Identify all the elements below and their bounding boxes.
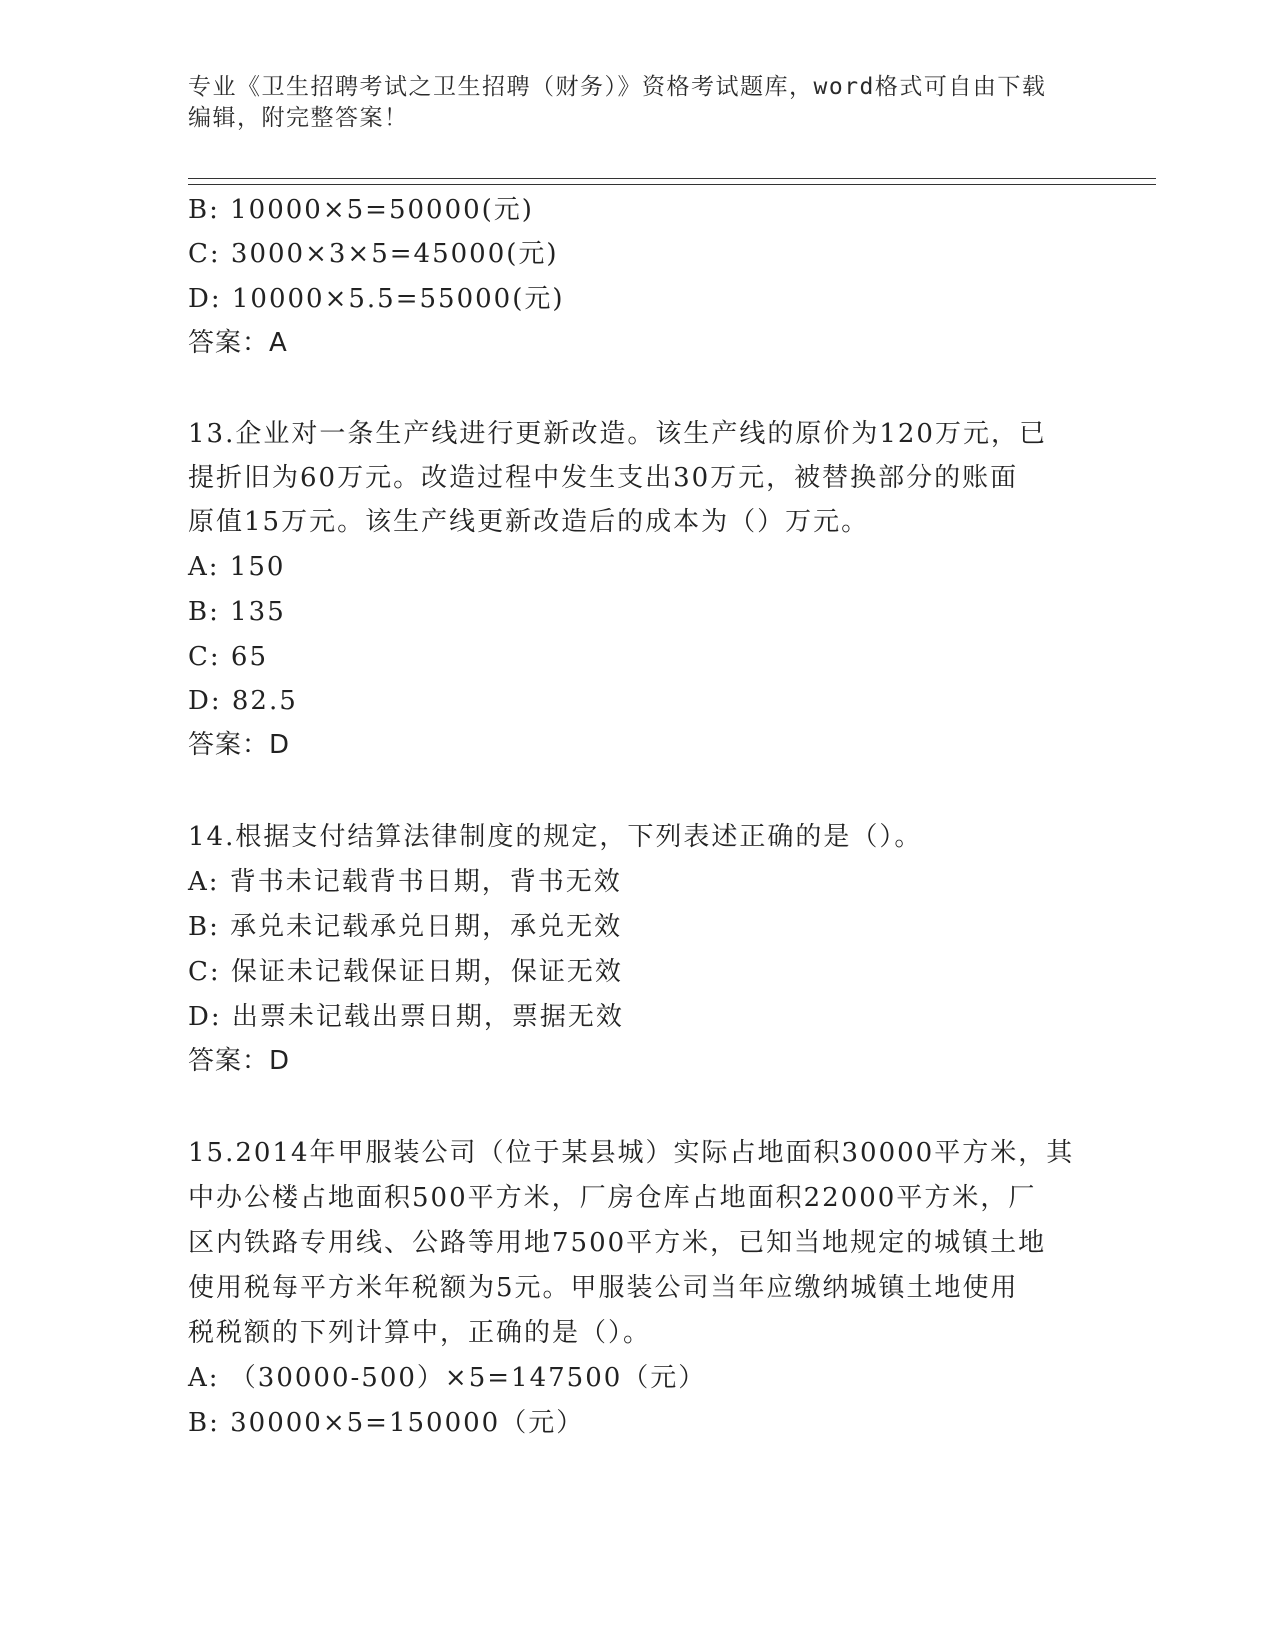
q14-option-b: B: 承兑未记载承兑日期，承兑无效 — [188, 912, 623, 942]
header-line-2: 编辑，附完整答案！ — [188, 105, 409, 131]
header-divider-top — [188, 178, 1156, 179]
q13-option-a: A: 150 — [188, 552, 286, 582]
q13-option-c: C: 65 — [188, 642, 269, 672]
q12-answer: 答案：A — [188, 328, 288, 358]
q15-stem-line-1: 15.2014年甲服装公司（位于某县城）实际占地面积30000平方米，其 — [188, 1138, 1075, 1168]
q12-option-b: B: 10000×5=50000(元) — [188, 195, 534, 225]
q13-option-b: B: 135 — [188, 597, 286, 627]
q12-option-c: C: 3000×3×5=45000(元) — [188, 239, 559, 269]
q14-answer: 答案：D — [188, 1046, 291, 1076]
q15-option-b: B: 30000×5=150000（元） — [188, 1408, 585, 1438]
q12-option-d: D: 10000×5.5=55000(元) — [188, 284, 565, 314]
q15-stem-line-5: 税税额的下列计算中，正确的是（）。 — [188, 1318, 652, 1348]
page-header — [188, 72, 1068, 134]
q15-option-a: A: （30000-500）×5=147500（元） — [188, 1363, 707, 1393]
q14-option-a: A: 背书未记载背书日期，背书无效 — [188, 867, 622, 897]
q15-stem-line-3: 区内铁路专用线、公路等用地7500平方米，已知当地规定的城镇土地 — [188, 1228, 1047, 1258]
header-divider-bottom — [188, 184, 1156, 185]
q13-stem-line-3: 原值15万元。该生产线更新改造后的成本为（）万元。 — [188, 507, 870, 537]
header-line-1: 专业《卫生招聘考试之卫生招聘（财务）》资格考试题库，word格式可自由下载 — [188, 74, 1047, 100]
q13-option-d: D: 82.5 — [188, 686, 298, 716]
q13-answer: 答案：D — [188, 730, 291, 760]
q15-stem-line-4: 使用税每平方米年税额为5元。甲服装公司当年应缴纳城镇土地使用 — [188, 1273, 1019, 1303]
q13-stem-line-1: 13.企业对一条生产线进行更新改造。该生产线的原价为120万元，已 — [188, 419, 1047, 449]
q15-stem-line-2: 中办公楼占地面积500平方米，厂房仓库占地面积22000平方米，厂 — [188, 1183, 1037, 1213]
q13-stem-line-2: 提折旧为60万元。改造过程中发生支出30万元，被替换部分的账面 — [188, 463, 1019, 493]
q14-stem-line-1: 14.根据支付结算法律制度的规定，下列表述正确的是（）。 — [188, 822, 923, 852]
q14-option-c: C: 保证未记载保证日期，保证无效 — [188, 957, 623, 987]
q14-option-d: D: 出票未记载出票日期，票据无效 — [188, 1002, 624, 1032]
